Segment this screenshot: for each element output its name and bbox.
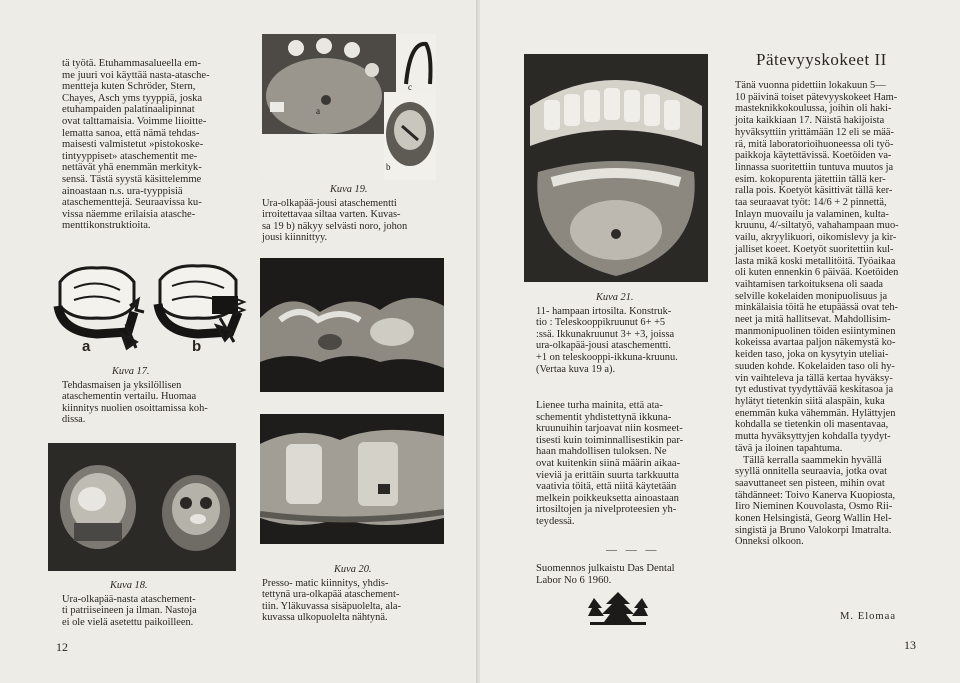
figure-20-upper-photo	[260, 258, 444, 392]
article-line: manmonipuolinen töiden esiintyminen	[735, 325, 896, 337]
body-line: vieviä ja erittäin suurta tarkkuutta	[536, 469, 679, 481]
caption-figure-number: Kuva 19.	[330, 184, 368, 195]
article-line: kokeissa avartaa paljon näkemystä ko-	[735, 337, 896, 349]
article-column	[735, 80, 918, 548]
article-line: hyväksyttiin yrittämään 12 eli se mää-	[735, 126, 894, 138]
figure-18-photo	[48, 443, 236, 571]
caption-line: ei ole vielä asetettu paikoilleen.	[62, 616, 194, 628]
article-line: Inlayn muovailu ja valaminen, kulta-	[735, 208, 889, 220]
article-line: suuden kohde. Kokelaiden taso oli hy-	[735, 360, 895, 372]
section-heading: Pätevyyskokeet II	[756, 50, 887, 69]
intro-line: ainoastaan n.s. ura-tyyppisiä	[62, 185, 183, 197]
caption-line: kiinnitys nuolien osoittamissa koh-	[62, 402, 208, 414]
article-line: Onneksi olkoon.	[735, 536, 804, 548]
article-line: keiden taso, joka on kysytyin uteliai-	[735, 349, 889, 361]
caption-line: ataschementin vertailu. Huomaa	[62, 391, 197, 403]
article-line: syyllä onnitella seuraavia, jotka ovat	[735, 466, 888, 478]
intro-line: ataschementtejä. Seuraavissa ku-	[62, 197, 202, 209]
figure-label-a: a	[316, 106, 320, 116]
article-line: mutta hyväksyttyjen kohdalla tyydyt-	[735, 431, 891, 443]
article-line: kohdalla se tietenkin oli masentavaa,	[735, 419, 889, 431]
article-line: paikkoja käytettävissä. Koetöiden va-	[735, 150, 892, 162]
article-line: taa seuraavat työt: 14/6 + 2 pinnettä,	[735, 197, 887, 209]
crown-diagram-a	[58, 268, 144, 348]
body-line: melkein poikkeuksetta ainoastaan	[536, 492, 679, 504]
article-line: linnassa suoritettiin tuntuva muutos ja	[735, 161, 894, 173]
intro-paragraph	[62, 58, 249, 232]
figure-20-lower-photo	[260, 414, 444, 544]
figure-label-b: b	[192, 338, 202, 355]
right-page	[480, 0, 960, 683]
intro-line: tä työtä. Etuhammasalueella em-	[62, 58, 201, 69]
article-line: rä, mitä laboratorioihuoneessa oli työ-	[735, 138, 894, 150]
left-page	[0, 0, 476, 683]
article-line: konen Helsingistä, Georg Wallin Hel-	[735, 513, 892, 525]
article-line: vaihtamisen tarkoituksena oli saada	[735, 278, 884, 290]
article-line: ralla pois. Koetyöt käsittivät tällä ker-	[735, 185, 893, 197]
figure-20-caption	[262, 564, 444, 624]
page-number-right: 13	[904, 638, 916, 652]
caption-figure-number: Kuva 21.	[596, 292, 634, 303]
article-line: hylätyt tietenkin siitä alaspäin, kuka	[735, 395, 885, 407]
intro-line: mentteja kuten Schröder, Stern,	[62, 81, 196, 93]
caption-line: tettynä ura-olkapää ataschement-	[262, 589, 400, 601]
caption-line: Ura-olkapää-nasta ataschement-	[62, 593, 196, 605]
body-line: tisesti kuin toiminnallisestikin par-	[536, 434, 684, 446]
body-line: kruunuihin tarjoavat niin kosmeet-	[536, 423, 683, 435]
intro-line: me juuri voi käyttää nasta-atasche-	[62, 69, 210, 81]
article-line: jalliset koeet. Koetyöt suoritettiin kul-	[735, 243, 894, 255]
intro-line: tintyyppiset» ataschementit me-	[62, 150, 198, 162]
caption-line: irroitettavaa siltaa varten. Kuvas-	[262, 209, 401, 221]
crown-diagram-b	[158, 266, 244, 342]
intro-line: etuhampaiden palatinaalipinnat	[62, 104, 195, 116]
figure-19-photo	[262, 34, 436, 180]
article-line: joita kaikkiaan 17. Näistä hakijoista	[735, 115, 885, 127]
article-line: masteknikkokoulussa, joihin oli haki-	[735, 103, 892, 115]
body-line: ovat kuitenkin siinä määrin aikaa-	[536, 457, 681, 469]
article-line: enemmän kuka vähemmän. Hylättyjen	[735, 407, 896, 419]
caption-line: ura-olkapää-jousi ataschementti.	[536, 340, 672, 352]
intro-line: Chayes, Asch yms tyyppiä, joska	[62, 92, 203, 104]
article-line: tävä ja iloinen tapahtuma.	[735, 442, 843, 454]
figure-21-caption	[536, 292, 712, 375]
article-line: Tällä kerralla saammekin hyvällä	[743, 454, 882, 466]
caption-line: sa 19 b) näkyy selvästi noro, johon	[262, 220, 408, 232]
caption-line: ti patriiseineen ja ilman. Nastoja	[62, 605, 197, 617]
article-line: saavuttaneet sen pisteen, mihin ovat	[735, 477, 885, 489]
article-line: tyt edustivat tyydyttävää keskitasoa ja	[735, 384, 894, 396]
source-line: Suomennos julkaistu Das Dental	[536, 563, 675, 574]
figure-17-caption	[62, 366, 250, 426]
closing-paragraph	[536, 400, 714, 528]
author-signature: M. Elomaa	[840, 611, 897, 622]
caption-line: (Vertaa kuva 19 a).	[536, 363, 616, 375]
article-line: singistä ja Bruno Valokorpi Imatralta.	[735, 524, 892, 536]
figure-label-c: c	[408, 82, 412, 92]
intro-line: vissa näemme erilaisia atasche-	[62, 208, 196, 220]
pine-emblem-icon	[586, 590, 650, 626]
caption-line: Ura-olkapää-jousi ataschementti	[262, 197, 397, 209]
caption-line: dissa.	[62, 414, 86, 426]
figure-17-drawing	[52, 262, 252, 362]
caption-figure-number: Kuva 18.	[110, 580, 148, 591]
intro-line: menttikonstruktioita.	[62, 220, 151, 232]
article-line: vin vaihteleva ja tällä kertaa hyväksy-	[735, 372, 893, 384]
figure-18-caption	[62, 580, 250, 628]
caption-line: +1 on teleskooppi-ikkuna-kruunu.	[536, 351, 678, 363]
intro-line: nettävät yhä enemmän merkityk-	[62, 162, 202, 174]
caption-line: tio : Teleskooppikruunut 6+ +5	[536, 317, 666, 329]
source-line: Labor No 6 1960.	[536, 574, 612, 586]
body-line: teydessä.	[536, 515, 575, 527]
body-line: Lienee turha mainita, että ata-	[536, 400, 663, 411]
intro-line: sensä. Tästä syystä käsittelemme	[62, 173, 202, 185]
intro-line: maisesti valmistetut »pistokoske-	[62, 139, 204, 151]
article-line: Tänä vuonna pidettiin lokakuun 5—	[735, 80, 886, 91]
caption-line: jousi kiinnittyy.	[262, 232, 328, 244]
article-line: 10 päivinä toiset pätevyyskokeet Ham-	[735, 91, 898, 103]
article-line: kruunu, 4/-siltatyö, vahahampaan muo-	[735, 220, 899, 232]
caption-figure-number: Kuva 17.	[112, 366, 150, 377]
body-line: vaativia töitä, että niitä käytetään	[536, 481, 677, 493]
figure-21-photo	[524, 54, 708, 282]
caption-line: :ssä. Ikkunakruunut 3+ +3, joissa	[536, 328, 675, 340]
intro-line: ovat talttamaisia. Voimme liioitte-	[62, 115, 207, 127]
section-divider: — — —	[606, 544, 660, 556]
article-line: neet ja mitä hallitsevat. Mahdollisim-	[735, 314, 891, 326]
body-line: schementit yhdistettynä ikkuna-	[536, 411, 672, 423]
caption-line: kuvassa ulkopuolelta nähtynä.	[262, 612, 388, 624]
intro-line: lematta sanoa, että nämä tehdas-	[62, 127, 200, 139]
caption-line: tiin. Yläkuvassa sisäpuolelta, ala-	[262, 600, 401, 612]
caption-line: 11- hampaan irtosilta. Konstruk-	[536, 305, 672, 317]
article-line: tähdänneet: Toivo Kanerva Kuopiosta,	[735, 489, 896, 501]
body-line: haan mahdollisen tuloksen. Ne	[536, 446, 667, 458]
source-note	[536, 563, 712, 586]
figure-19-caption	[262, 184, 442, 244]
article-line: oli kuten ennenkin 6 päivää. Koetöiden	[735, 267, 899, 279]
figure-label-a: a	[82, 338, 91, 355]
page-number-left: 12	[56, 640, 68, 654]
article-line: vailu, akryylikuori, oikomislevy ja kir-	[735, 232, 897, 244]
article-line: selville kokelaiden monipuolisuus ja	[735, 290, 888, 302]
body-line: irtosiltojen ja nivelproteesien yh-	[536, 504, 677, 516]
article-line: esim. kokopurenta jätettiin tällä ker-	[735, 173, 886, 185]
article-line: Iiro Nieminen Kouvolasta, Osmo Rii-	[735, 501, 893, 513]
caption-figure-number: Kuva 20.	[334, 564, 372, 575]
article-line: minkälaisia töitä he etupäässä ovat teh-	[735, 302, 899, 314]
article-line: lasta mikä koski metallitöitä. Työaikaa	[735, 255, 896, 267]
figure-label-b: b	[386, 162, 391, 172]
caption-line: Tehdasmaisen ja yksilöllisen	[62, 379, 182, 391]
caption-line: Presso- matic kiinnitys, yhdis-	[262, 577, 389, 589]
